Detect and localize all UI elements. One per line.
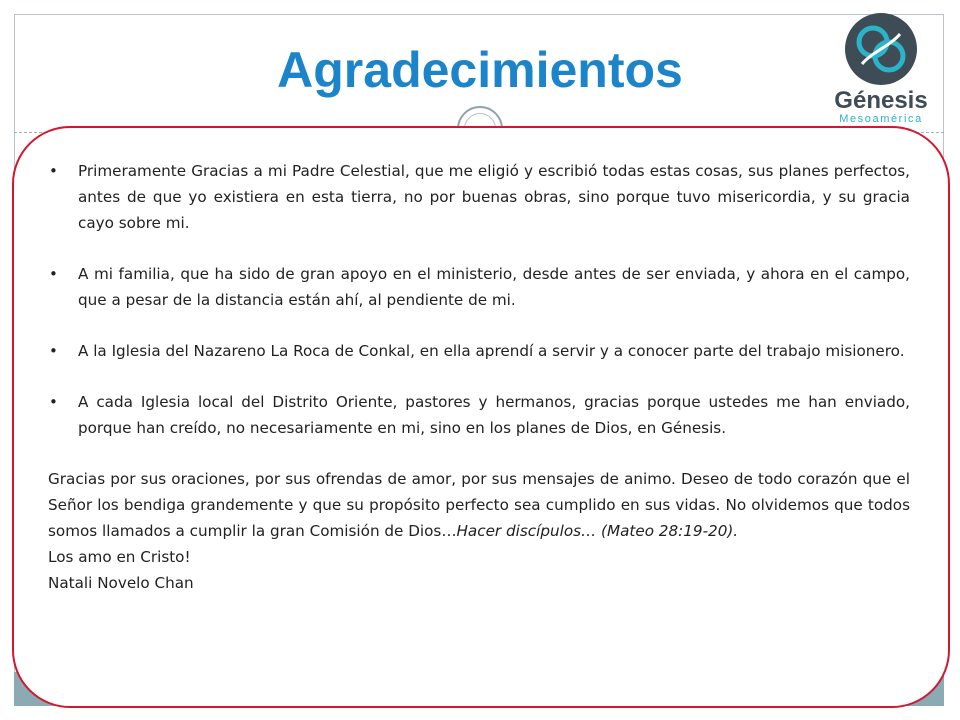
genesis-logo-icon (844, 12, 918, 86)
page-title: Agradecimientos (277, 42, 683, 98)
list-item: • A mi familia, que ha sido de gran apoyo en el ministerio, desde antes de ser enviada, y ahora en el campo, que a pesar de la distancia están ahí, al pendiente de mi. (48, 261, 910, 313)
closing-paragraph: Gracias por sus oraciones, por sus ofrendas de amor, por sus mensajes de animo. Deseo de todo corazón que el Señor los bendiga grandemente y que su propósito perfecto sea cumplido en sus vidas. No olvidemos que todos somos llamados a cumplir la gran Comisión de Dios…Hacer discípulos… (Mateo 28:19-20). (48, 470, 910, 540)
list-item: • A cada Iglesia local del Distrito Oriente, pastores y hermanos, gracias porque ustedes me han enviado, porque han creído, no necesariamente en mi, sino en los planes de Dios, en Génesis. (48, 389, 910, 441)
bullet-icon: • (49, 393, 58, 411)
genesis-logo (826, 12, 936, 124)
signature: Natali Novelo Chan (48, 574, 194, 592)
acknowledgements-list (48, 158, 910, 441)
bullet-icon: • (49, 265, 58, 283)
closing-love-line: Los amo en Cristo! (48, 548, 191, 566)
logo-name: Génesis (834, 87, 928, 114)
logo-subtitle: Mesoamérica (839, 113, 923, 125)
list-item: • Primeramente Gracias a mi Padre Celestial, que me eligió y escribió todas estas cosas, sus planes perfectos, antes de que yo existiera en esta tierra, no por buenas obras, sino porque tuvo misericordia, y su gracia cayo sobre mi. (48, 158, 910, 236)
bullet-icon: • (49, 162, 58, 180)
bullet-icon: • (49, 342, 58, 360)
acknowledgements-content (48, 158, 910, 596)
scripture-reference: Hacer discípulos… (Mateo 28:19-20). (456, 522, 739, 540)
list-item: • A la Iglesia del Nazareno La Roca de Conkal, en ella aprendí a servir y a conocer parte del trabajo misionero. (48, 338, 910, 364)
